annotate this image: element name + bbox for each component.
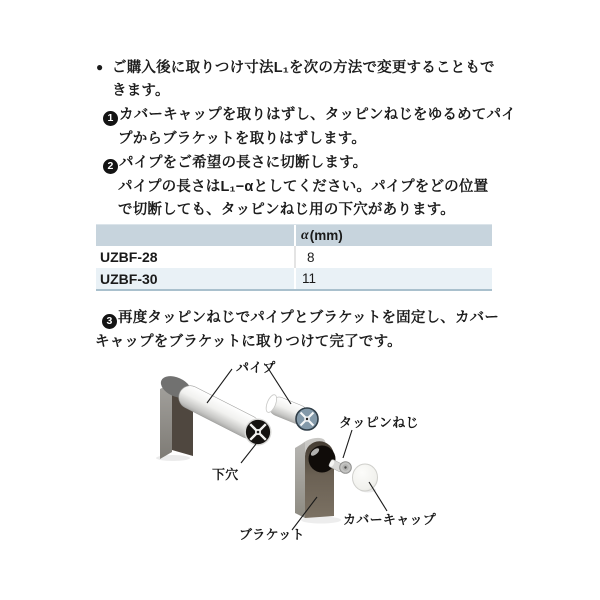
pipe-leader-left <box>207 369 232 403</box>
cover-cap-label: カバーキャップ <box>343 512 437 527</box>
alpha-value-cell <box>294 246 492 268</box>
screw-hole <box>309 446 336 473</box>
alpha-value-cell <box>294 268 492 289</box>
step3-text-1: 再度タッピンねじでパイプとブラケットを固定し、カバー <box>118 310 500 326</box>
intro-line-2 <box>112 81 170 101</box>
table-header-alpha-cell <box>294 225 492 246</box>
cut-pipe-end-cross-section <box>296 408 318 430</box>
intro-line-1 <box>96 57 495 78</box>
intro-text-1: ご購入後に取りつけ寸法L₁を次の方法で変更することもで <box>112 60 495 76</box>
step2-line-2 <box>118 177 488 197</box>
tapping-screw-leader <box>343 430 352 458</box>
alpha-unit: (mm) <box>309 228 343 243</box>
step2-text-1: パイプをご希望の長さに切断します。 <box>119 155 368 171</box>
pipe-end-cross-section <box>245 419 271 445</box>
table-row <box>96 268 492 289</box>
alpha-value: 11 <box>302 271 317 286</box>
bracket-label: ブラケット <box>239 527 305 542</box>
step2-line-1 <box>103 153 367 173</box>
pilot-hole-label: 下穴 <box>212 467 239 482</box>
step1-line-1 <box>103 105 516 125</box>
table-row <box>96 246 492 268</box>
step3-line-1 <box>102 308 499 328</box>
model-name-cell: UZBF-28 <box>100 249 158 265</box>
step3-number-icon: 3 <box>102 314 117 329</box>
alpha-spec-table <box>96 224 492 291</box>
step1-number-icon: 1 <box>103 111 118 126</box>
alpha-symbol: α <box>301 227 309 243</box>
step1-text-1: カバーキャップを取りはずし、タッピンねじをゆるめてパイ <box>119 107 516 123</box>
table-header-row <box>96 225 492 246</box>
bullet-dot: ● <box>96 60 104 74</box>
step3-text-2: キャップをブラケットに取りつけて完了です。 <box>95 334 402 350</box>
right-bracket-side-face <box>295 442 305 518</box>
step2-number-icon: 2 <box>103 159 118 174</box>
tapping-screw-label: タッピンねじ <box>339 415 419 430</box>
pilot-hole-leader <box>241 444 256 463</box>
model-name-cell: UZBF-30 <box>100 270 158 287</box>
cut-pipe-piece <box>264 393 318 430</box>
step2-line-3 <box>118 200 455 220</box>
alpha-value: 8 <box>307 249 315 265</box>
step1-line-2 <box>118 129 366 149</box>
assembly-diagram <box>125 356 515 560</box>
cover-cap-disc <box>353 464 378 491</box>
cover-cap-graphic <box>353 464 378 493</box>
cover-cap-leader <box>369 482 387 511</box>
pipe-label: パイプ <box>236 360 276 375</box>
step3-line-2 <box>95 332 402 352</box>
intro-text-2: きます。 <box>112 83 170 99</box>
step2-text-2: パイプの長さはL₁−αとしてください。パイプをどの位置 <box>118 179 489 195</box>
step2-text-3: で切断しても、タッピンねじ用の下穴があります。 <box>118 202 455 218</box>
step1-text-2: プからブラケットを取りはずします。 <box>118 131 367 147</box>
